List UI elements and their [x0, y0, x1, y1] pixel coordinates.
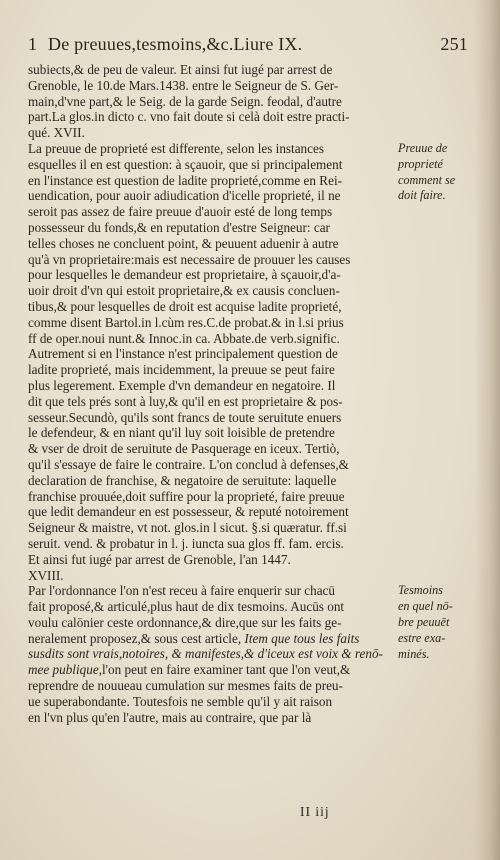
text-line: [28, 457, 398, 473]
sidenote-line: estre exa-: [398, 630, 446, 645]
line-text: uoir droit d'vn qui estoit proprietaire,& ex causis concluen-: [28, 283, 340, 299]
text-line: [28, 62, 398, 78]
text-line: [28, 615, 398, 631]
sidenote-line: en quel nō-: [398, 599, 453, 614]
line-text: uendication, pour auoir adiudication d'icelle proprieté, il ne: [28, 188, 341, 204]
line-text: qu'il s'essaye de faire le contraire. L'on conclud à defenses,&: [28, 456, 349, 472]
line-text: declaration de franchise, & negatoire de seruitute: laquelle: [28, 472, 337, 488]
line-text: voulu calōnier ceste ordonnance,& dire,que sur les faits ge-: [28, 614, 342, 630]
text-line: [28, 520, 398, 536]
main-text-block: [28, 62, 398, 725]
line-text: ue superabondante. Toutesfois ne semble qu'il y ait raison: [28, 693, 333, 709]
text-line: [28, 489, 398, 505]
sidenote: [398, 141, 468, 204]
sidenote-line: Tesmoins: [398, 583, 443, 598]
line-text: La preuue de proprieté est differente, selon les instances: [28, 140, 324, 156]
running-title: De preuues,tesmoins,&c.Liure IX.: [48, 34, 303, 54]
text-line: [28, 283, 398, 299]
text-line: [28, 694, 398, 710]
line-text: ff de oper.noui nunt.& Innoc.in ca. Abbate.de verb.signific.: [28, 330, 340, 346]
line-text: plus legerement. Exemple d'vn demandeur en negatoire. Il: [28, 377, 336, 393]
header-left-number: 1: [28, 34, 38, 54]
text-line: [28, 94, 398, 110]
page-gutter-shadow: [474, 0, 500, 860]
line-text: neralement proposez,& sous cest article,: [28, 630, 245, 646]
text-line: [28, 346, 398, 362]
text-line: [28, 710, 398, 726]
text-line: [28, 299, 398, 315]
line-text: Autrement si en l'instance n'est principalement question de: [28, 346, 338, 362]
line-text: seruit. vend. & probatur in l. j. iuncta sua glos ff. fam. ercis.: [28, 535, 344, 551]
text-line: [28, 204, 398, 220]
text-line: [28, 536, 398, 552]
text-line: [28, 188, 398, 204]
text-line: [28, 504, 398, 520]
text-line: [28, 220, 398, 236]
line-text: part.La glos.in dicto c. vno fait doute si celà doit estre practi-: [28, 109, 350, 125]
text-line: [28, 173, 398, 189]
page-number: 251: [440, 34, 468, 54]
text-line: [28, 583, 398, 599]
line-text: subiects,& de peu de valeur. Et ainsi fut iugé par arrest de: [28, 62, 333, 77]
sidenote: [398, 583, 468, 662]
text-line: [28, 141, 398, 157]
text-line: [28, 378, 398, 394]
running-header: [28, 34, 468, 60]
text-line: [28, 425, 398, 441]
italic-quote: Item que tous les faits: [244, 630, 360, 646]
italic-quote: mee publique: [28, 662, 99, 678]
line-text: telles choses ne concluent point, & peuuent aduenir à autre: [28, 235, 339, 251]
line-text: esquelles il en est question: à sçauoir, que si principalement: [28, 156, 343, 172]
line-text: main,d'vne part,& le Seig. de la garde Seign. feodal, d'autre: [28, 93, 342, 109]
text-line: [28, 646, 398, 662]
line-text: Grenoble, le 10.de Mars.1438. entre le Seigneur de S. Ger-: [28, 77, 339, 93]
text-line: [28, 678, 398, 694]
line-text: seroit pas assez de faire preuue d'auoir esté de long temps: [28, 204, 333, 220]
line-text: Et ainsi fut iugé par arrest de Grenoble, l'an 1447.: [28, 551, 291, 567]
line-text: XVIII.: [28, 567, 64, 583]
line-text: Par l'ordonnance l'on n'est receu à faire enquerir sur chacū: [28, 583, 336, 599]
sidenote-line: comment se: [398, 172, 456, 187]
text-line: [28, 662, 398, 678]
text-line: [28, 410, 398, 426]
line-text: comme disent Bartol.in l.cùm res.C.de probat.& in l.si prius: [28, 314, 344, 330]
sidenote-line: bre peuuēt: [398, 614, 450, 629]
line-text: que ledit demandeur en est possesseur, & reputé notoirement: [28, 504, 349, 520]
line-text: qu'à vn proprietaire:mais est necessaire de prouuer les causes: [28, 251, 351, 267]
line-text: ladite proprieté, mais incidemment, la preuue se peut faire: [28, 362, 335, 378]
sidenote-line: proprieté: [398, 156, 443, 171]
line-text: en l'vn plus qu'en l'autre, mais au contraire, que par là: [28, 709, 312, 725]
text-line: [28, 315, 398, 331]
line-text: ,l'on peut en faire examiner tant que l'on veut,&: [98, 662, 351, 678]
text-line: [28, 109, 398, 125]
line-text: reprendre de nouueau cumulation sur mesmes faits de preu-: [28, 678, 343, 694]
text-line: [28, 362, 398, 378]
text-line: [28, 599, 398, 615]
line-text: franchise prouuée,doit suffire pour la proprieté, faire preuue: [28, 488, 345, 504]
sidenote-line: doit faire.: [398, 188, 446, 203]
section-number-line: [28, 568, 398, 584]
line-text: & vser de droit de seruitute de Pasquerage en iceux. Tertiò,: [28, 441, 340, 457]
sidenote-line: Preuue de: [398, 141, 448, 155]
signature-mark: II iij: [300, 804, 330, 819]
text-line: [28, 78, 398, 94]
text-line: [28, 157, 398, 173]
line-text: possesseur du fonds,& en reputation d'estre Seigneur: car: [28, 219, 330, 235]
line-text: Seigneur & maistre, vt not. glos.in l sicut. §.si quæratur. ff.si: [28, 520, 347, 536]
line-text: dit que tels prés sont à luy,& qu'il en est proprietaire & pos-: [28, 393, 343, 409]
text-line: [28, 552, 398, 568]
sidenote-line: minés.: [398, 646, 430, 661]
line-text: le defendeur, & en niant qu'il luy soit loisible de pretendre: [28, 425, 335, 441]
line-text: fait proposé,& articulé,plus haut de dix tesmoins. Aucūs ont: [28, 599, 345, 615]
text-line: [28, 236, 398, 252]
text-line: [28, 331, 398, 347]
text-line: [28, 252, 398, 268]
section-number-line: [28, 125, 398, 141]
line-text: sesseur.Secundò, qu'ils sont francs de toute seruitute enuers: [28, 409, 342, 425]
line-text: en l'instance est question de ladite proprieté,comme en Rei-: [28, 172, 343, 188]
line-text: qué. XVII.: [28, 125, 85, 141]
line-text: tibus,& pour lesquelles de droit est acquise ladite proprieté,: [28, 298, 342, 314]
text-line: [28, 631, 398, 647]
line-text: pour lesquelles le demandeur est proprietaire, à sçauoir,d'a-: [28, 267, 341, 283]
text-line: [28, 473, 398, 489]
text-line: [28, 267, 398, 283]
text-line: [28, 394, 398, 410]
text-line: [28, 441, 398, 457]
italic-quote: susdits sont vrais,notoires, & manifestes,& d'iceux est voix & renō-: [28, 646, 383, 662]
